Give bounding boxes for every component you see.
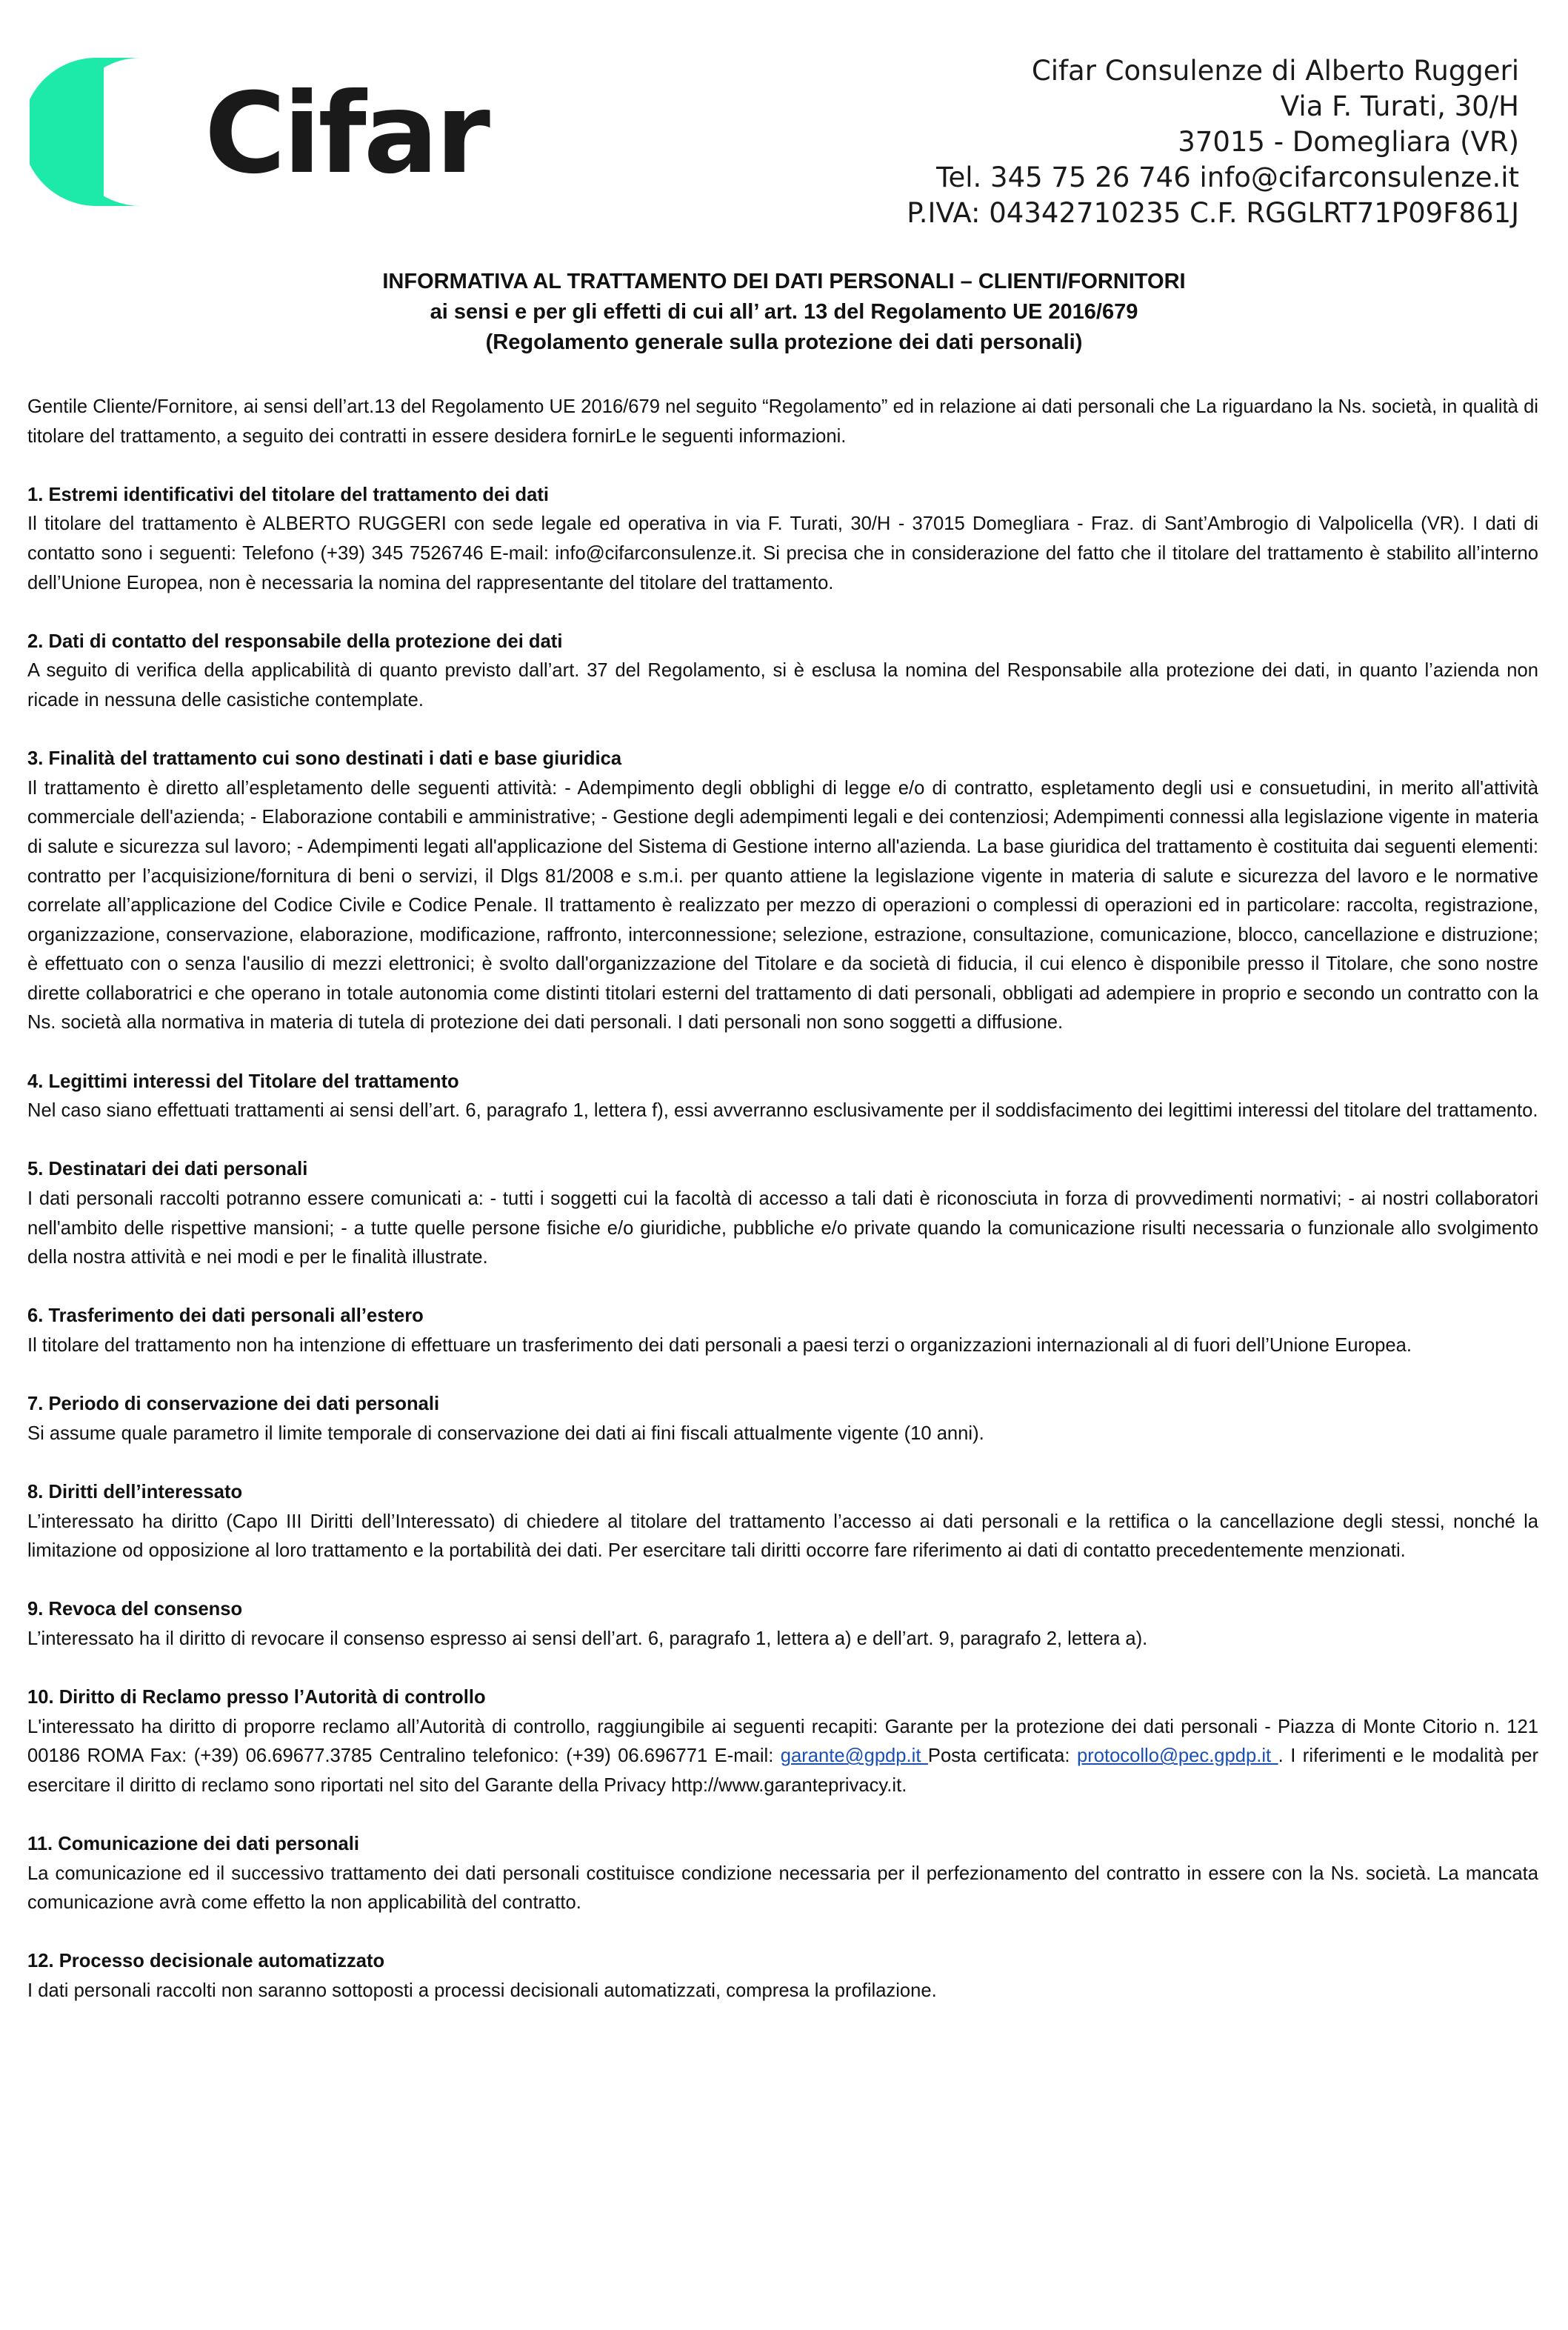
section-5 (27, 1155, 1538, 1272)
section-11 (27, 1830, 1538, 1918)
complaint-text-part-1: L'interessato ha diritto di proporre reclamo all’Autorità di controllo, raggiungibile ai seguenti recapiti: Garante per la protezione dei dati personali - Piazza di Monte Citorio n. 121 00186 ROMA Fax: (+39) 06.69677.3785 Centralino telefonico: (+39) 06.696771 E-mail: (27, 1716, 1538, 1767)
section-text: Nel caso siano effettuati trattamenti ai sensi dell’art. 6, paragrafo 1, lettera f), essi avverranno esclusivamente per il soddisfacimento dei legittimi interessi del titolare del trattamento. (27, 1100, 1538, 1122)
title-line-1: INFORMATIVA AL TRATTAMENTO DEI DATI PERSONALI – CLIENTI/FORNITORI (382, 270, 1186, 293)
title-line-3: (Regolamento generale sulla protezione dei dati personali) (485, 330, 1083, 354)
section-7 (27, 1390, 1538, 1448)
complaint-text-part-2: Posta certificata: (927, 1745, 1077, 1767)
cifar-logo (30, 58, 489, 206)
section-text (27, 1713, 1538, 1801)
pec-email-link[interactable]: protocollo@pec.gpdp.it (1076, 1745, 1278, 1767)
section-text: Il trattamento è diretto all’espletamento delle seguenti attività: - Adempimento degli obblighi di legge e/o di contratto, espletamento degli usi e consuetudini, in merito all'attività commerciale dell'azienda; - Elaborazione contabili e amministrative; - Gestione degli adempimenti legali e dei contenziosi; Adempimenti connessi alla legislazione vigente in materia di salute e sicurezza sul lavoro; - Adempimenti legati all'applicazione del Sistema di Gestione interno all'azienda. La base giuridica del trattamento è costituita dai seguenti elementi: contratto per l’acquisizione/fornitura di beni o servizi, il Dlgs 81/2008 e s.m.i. per quanto attiene la legislazione vigente in materia di salute e sicurezza del lavoro e le normative correlate all’applicazione del Codice Civile e Codice Penale. Il trattamento è realizzato per mezzo di operazioni o complessi di operazioni ed in particolare: raccolta, registrazione, organizzazione, conservazione, elaborazione, modificazione, raffronto, interconnessione; selezione, estrazione, consultazione, comunicazione, blocco, cancellazione e distruzione; è effettuato con o senza l'ausilio di mezzi elettronici; è svolto dall'organizzazione del Titolare e da società di fiducia, il cui elenco è disponibile presso il Titolare, che sono nostre dirette collaboratrici e che operano in totale autonomia come distinti titolari esterni del trattamento di dati personali, obbligati ad adempiere in proprio e secondo un contratto con la Ns. società alla normativa in materia di tutela di protezione dei dati personali. I dati personali non sono soggetti a diffusione. (27, 777, 1538, 1033)
section-heading: 7. Periodo di conservazione dei dati personali (27, 1394, 440, 1415)
company-tax-ids: P.IVA: 04342710235 C.F. RGGLRT71P09F861J (907, 197, 1519, 229)
company-name: Cifar Consulenze di Alberto Ruggeri (1031, 55, 1519, 87)
section-text: A seguito di verifica della applicabilità di quanto previsto dall’art. 37 del Regolamento, si è esclusa la nomina del Responsabile alla protezione dei dati, in quanto l’azienda non ricade in nessuna delle casistiche contemplate. (27, 660, 1538, 710)
section-heading: 1. Estremi identificativi del titolare del trattamento dei dati (27, 484, 549, 505)
section-heading: 4. Legittimi interessi del Titolare del trattamento (27, 1071, 459, 1092)
section-heading: 10. Diritto di Reclamo presso l’Autorità di controllo (27, 1687, 486, 1708)
section-text: Si assume quale parametro il limite temporale di conservazione dei dati ai fini fiscali attualmente vigente (10 anni). (27, 1422, 984, 1444)
company-contacts: Tel. 345 75 26 746 info@cifarconsulenze.it (936, 162, 1519, 193)
section-heading: 12. Processo decisionale automatizzato (27, 1951, 385, 1972)
section-heading: 2. Dati di contatto del responsabile della protezione dei dati (27, 630, 563, 652)
garante-email-link[interactable]: garante@gpdp.it (780, 1745, 928, 1767)
company-info (907, 53, 1519, 231)
section-heading: 9. Revoca del consenso (27, 1599, 243, 1620)
section-4 (27, 1068, 1538, 1126)
title-line-2: ai sensi e per gli effetti di cui all’ art. 13 del Regolamento UE 2016/679 (430, 300, 1138, 324)
intro-paragraph: Gentile Cliente/Fornitore, ai sensi dell’art.13 del Regolamento UE 2016/679 nel seguito “Regolamento” ed in relazione ai dati personali che La riguardano la Ns. società, in qualità di titolare del trattamento, a seguito dei contratti in essere desidera fornirLe le seguenti informazioni. (27, 396, 1538, 447)
section-heading: 5. Destinatari dei dati personali (27, 1159, 308, 1180)
section-text: I dati personali raccolti potranno essere comunicati a: - tutti i soggetti cui la facoltà di accesso a tali dati è riconosciuta in forza di provvedimenti normativi; - ai nostri collaboratori nell'ambito delle rispettive mansioni; - a tutte quelle persone fisiche e/o giuridiche, pubbliche e/o private quando la comunicazione risulti necessaria o funzionale allo svolgimento della nostra attività e nei modi e per le finalità illustrate. (27, 1188, 1538, 1268)
section-text: L’interessato ha il diritto di revocare il consenso espresso ai sensi dell’art. 6, paragrafo 1, lettera a) e dell’art. 9, paragrafo 2, lettera a). (27, 1628, 1148, 1649)
section-6 (27, 1302, 1538, 1360)
logo-wordmark: Cifar (204, 70, 487, 199)
section-heading: 11. Comunicazione dei dati personali (27, 1834, 360, 1855)
cifar-logo-mark-icon (30, 58, 178, 206)
section-heading: 8. Diritti dell’interessato (27, 1481, 243, 1502)
complaint-text-part-3: . I riferimenti e le modalità per esercitare il diritto di reclamo sono riportati nel sito del Garante della Privacy http://www.garanteprivacy.it. (27, 1745, 1538, 1796)
section-text: Il titolare del trattamento non ha intenzione di effettuare un trasferimento dei dati personali a paesi terzi o organizzazioni internazionali al di fuori dell’Unione Europea. (27, 1335, 1412, 1356)
company-city: 37015 - Domegliara (VR) (1178, 126, 1519, 158)
section-12 (27, 1947, 1538, 2006)
section-9 (27, 1595, 1538, 1654)
document-title (0, 267, 1568, 358)
section-10 (27, 1683, 1538, 1800)
company-street: Via F. Turati, 30/H (1280, 90, 1519, 122)
section-3 (27, 745, 1538, 1038)
section-heading: 3. Finalità del trattamento cui sono destinati i dati e base giuridica (27, 748, 622, 770)
section-text: La comunicazione ed il successivo trattamento dei dati personali costituisce condizione necessaria per il perfezionamento del contratto in essere con la Ns. società. La mancata comunicazione avrà come effetto la non applicabilità del contratto. (27, 1863, 1538, 1914)
section-8 (27, 1478, 1538, 1566)
section-heading: 6. Trasferimento dei dati personali all’estero (27, 1305, 424, 1327)
section-text: L’interessato ha diritto (Capo III Diritti dell’Interessato) di chiedere al titolare del trattamento l’accesso ai dati personali e la rettifica o la cancellazione degli stessi, nonché la limitazione od opposizione al loro trattamento e la portabilità dei dati. Per esercitare tali diritti occorre fare riferimento ai dati di contatto precedentemente menzionati. (27, 1511, 1538, 1562)
document-body (27, 393, 1538, 2035)
section-2 (27, 628, 1538, 716)
section-text: I dati personali raccolti non saranno sottoposti a processi decisionali automatizzati, compresa la profilazione. (27, 1980, 937, 2002)
section-1 (27, 481, 1538, 598)
section-text: Il titolare del trattamento è ALBERTO RUGGERI con sede legale ed operativa in via F. Turati, 30/H - 37015 Domegliara - Fraz. di Sant’Ambrogio di Valpolicella (VR). I dati di contatto sono i seguenti: Telefono (+39) 345 7526746 E-mail: info@cifarconsulenze.it. Si precisa che in considerazione del fatto che il titolare del trattamento è stabilito all’interno dell’Unione Europea, non è necessaria la nomina del rappresentante del titolare del trattamento. (27, 513, 1538, 593)
